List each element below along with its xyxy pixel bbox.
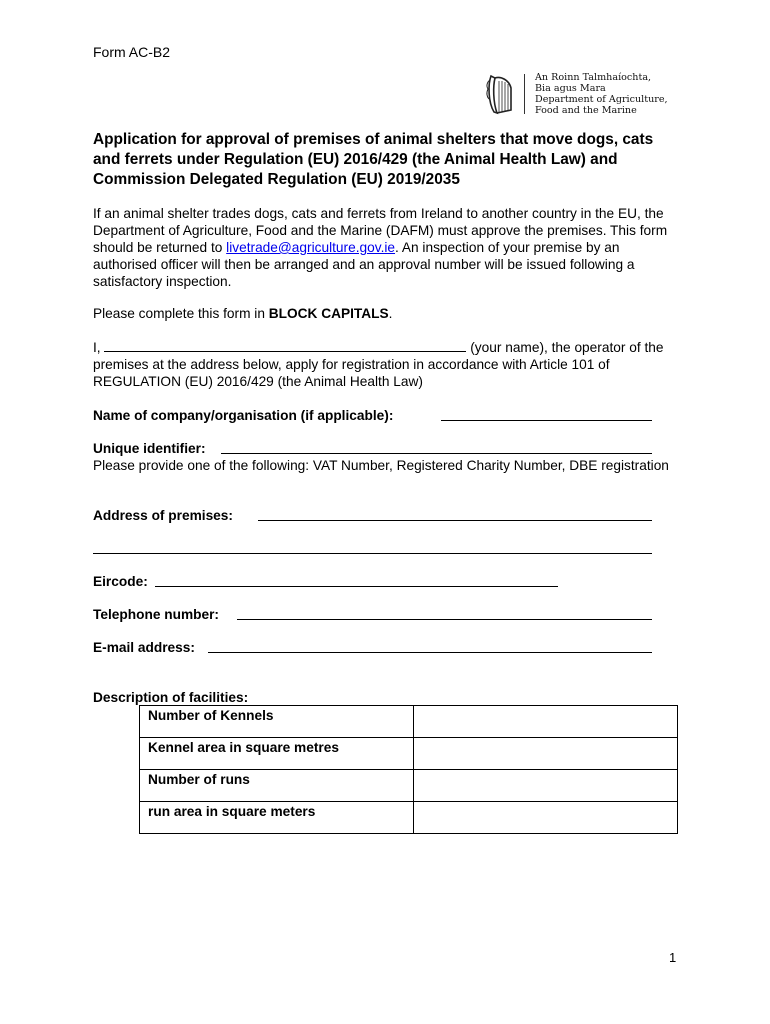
address-field-line-1[interactable] xyxy=(258,520,652,521)
instruction-emphasis: BLOCK CAPITALS xyxy=(268,306,389,321)
declaration-paragraph xyxy=(93,339,683,390)
page-number: 1 xyxy=(669,950,677,965)
facility-label: Kennel area in square metres xyxy=(140,738,414,770)
declaration-rest: (your name), the operator of the premises at the address below, apply for registration in accordance with Article 101 of REGULATION (EU) 2016/429 (the Animal Health Law) xyxy=(93,340,664,389)
facility-value-input[interactable] xyxy=(414,738,678,770)
operator-name-field[interactable] xyxy=(104,339,466,352)
logo-line-4: Food and the Marine xyxy=(535,105,637,116)
facility-label: run area in square meters xyxy=(140,802,414,834)
facility-label: Number of runs xyxy=(140,770,414,802)
telephone-field[interactable] xyxy=(237,619,652,620)
address-row xyxy=(93,507,683,524)
logo-line-3: Department of Agriculture, xyxy=(535,94,668,105)
instruction-suffix: . xyxy=(388,306,393,321)
company-name-field[interactable] xyxy=(441,420,652,421)
unique-identifier-label: Unique identifier: xyxy=(93,441,206,456)
table-row xyxy=(140,802,678,834)
table-row xyxy=(140,770,678,802)
department-logo xyxy=(485,72,668,117)
document-title: Application for approval of premises of animal shelters that move dogs, cats and ferrets under Regulation (EU) 2016/429 (the Animal Health Law) and Commission Delegated Regulation (EU) 2019/2035 xyxy=(93,131,654,188)
form-code: Form AC-B2 xyxy=(93,44,171,60)
email-label: E-mail address: xyxy=(93,640,195,655)
logo-line-2: Bia agus Mara xyxy=(535,83,606,94)
table-row xyxy=(140,738,678,770)
department-name xyxy=(535,72,668,116)
instruction-prefix: Please complete this form in xyxy=(93,306,269,321)
facility-value-input[interactable] xyxy=(414,770,678,802)
instruction-paragraph xyxy=(93,305,683,322)
email-field[interactable] xyxy=(208,652,652,653)
intro-text-before: If an animal shelter trades dogs, cats and ferrets from Ireland to another country in the EU, the Department of Agriculture, Food and the Marine (DAFM) must approve the premises. This form should be returned to xyxy=(93,206,668,255)
logo-line-1: An Roinn Talmhaíochta, xyxy=(535,72,652,83)
unique-identifier-help: Please provide one of the following: VAT Number, Registered Charity Number, DBE registration xyxy=(93,458,669,473)
intro-paragraph xyxy=(93,205,683,290)
company-name-row xyxy=(93,407,683,424)
harp-emblem-icon xyxy=(485,72,515,117)
address-field-line-2[interactable] xyxy=(93,553,652,554)
return-email-link[interactable]: livetrade@agriculture.gov.ie xyxy=(226,240,396,255)
telephone-row xyxy=(93,606,683,623)
facilities-heading: Description of facilities: xyxy=(93,690,249,705)
intro-text-after: . An inspection of your premise by an authorised officer will then be arranged and an approval number will be issued following a satisfactory inspection. xyxy=(93,240,635,289)
facilities-table xyxy=(139,705,678,834)
email-row xyxy=(93,639,683,656)
company-name-label: Name of company/organisation (if applicable): xyxy=(93,408,394,423)
eircode-field[interactable] xyxy=(155,586,558,587)
eircode-row xyxy=(93,573,683,590)
unique-identifier-field[interactable] xyxy=(221,453,652,454)
facility-value-input[interactable] xyxy=(414,802,678,834)
declaration-start: I, xyxy=(93,340,105,355)
address-label: Address of premises: xyxy=(93,508,233,523)
facility-label: Number of Kennels xyxy=(140,706,414,738)
facility-value-input[interactable] xyxy=(414,706,678,738)
eircode-label: Eircode: xyxy=(93,574,148,589)
telephone-label: Telephone number: xyxy=(93,607,219,622)
unique-identifier-row xyxy=(93,440,683,457)
logo-divider xyxy=(524,74,525,114)
table-row xyxy=(140,706,678,738)
